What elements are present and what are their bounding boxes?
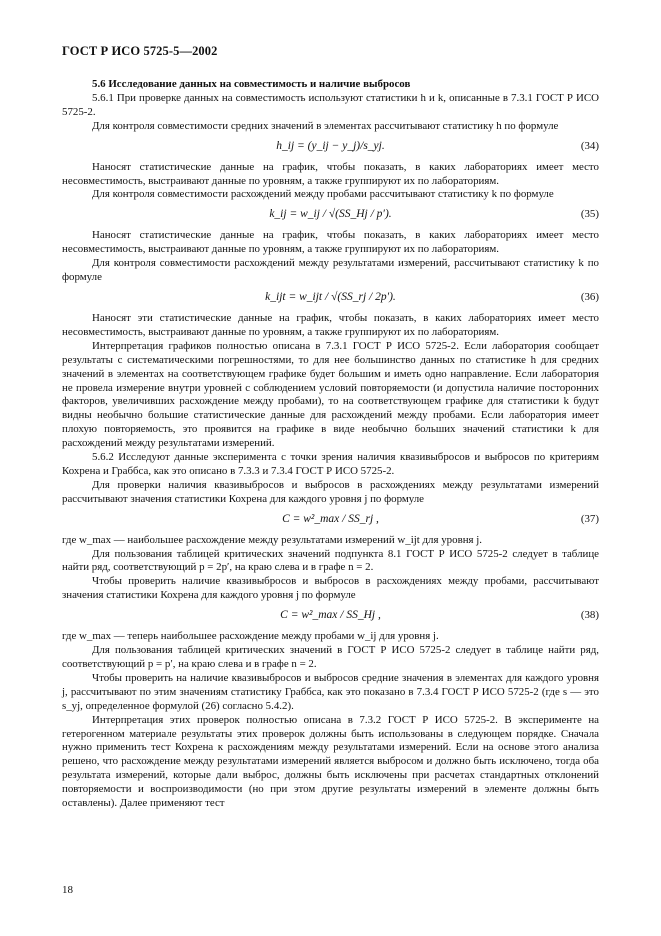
paragraph: Для проверки наличия квазивыбросов и выбросов в расхождениях между результатами измерений рассчитывают значения статистики Кохрена для каждого уровня j по формуле [62, 478, 599, 505]
equation-number: (34) [580, 139, 599, 152]
paragraph: Чтобы проверить на наличие квазивыбросов и выбросов средние значения в элементах для каждого уровня j, рассчитывают по этим значениям статистику Граббса, как это показано в 7.3.4 ГОСТ Р ИСО 5725-2 (где s — это s_yj, определенное формулой (26) согласно 5.4.2). [62, 671, 599, 712]
equation-number: (38) [580, 609, 599, 622]
paragraph: Наносят эти статистические данные на график, чтобы показать, в каких лабораториях имеет место несовместимость, выстраивают данные по уровням, а также группируют их по лабораториям. [62, 311, 599, 338]
equation-formula: k_ijt = w_ijt / √(SS_rj / 2p′). [265, 290, 396, 303]
paragraph: Интерпретация этих проверок полностью описана в 7.3.2 ГОСТ Р ИСО 5725-2. В эксперименте на гетерогенном материале результаты этих проверок должны быть использованы в следующем порядке. Сначала нужно применить тест Кохрена к расхождениям между результатами измерений. Если на основе этого анализа решено, что расхождение между результатами измерений является выбросом и должно быть исключено, тогда оба результата измерений, которые дали выброс, должны быть исключены при расчетах стандартных отклонений повторяемости и воспроизводимости (но при этом другие результаты измерений в элементе должны быть оставлены). Далее применяют тест [62, 713, 599, 810]
equation-37 [62, 507, 599, 534]
paragraph: где w_max — наибольшее расхождение между результатами измерений w_ijt для уровня j. [62, 533, 483, 546]
equation-36 [62, 285, 599, 312]
equation-number: (35) [580, 208, 599, 221]
equation-38 [62, 603, 599, 630]
paragraph: Интерпретация графиков полностью описана в 7.3.1 ГОСТ Р ИСО 5725-2. Если лаборатория сообщает результаты с систематическими погрешностями, то для нее большинство данных по статистике h для средних значений в элементах на соответствующем графике будет большим и иметь одно направление. Если лаборатория не провела измерение внутри уровней с соблюдением условий повторяемости (и допустила наличие посторонних факторов, увеличивших расхождение между пробами), то на соответствующем графике для статистики k будут видны необычно большие статистические данные для расхождений между пробами. Если лаборатория имеет плохую повторяемость, это проявится на графике в виде необычно больших значений статистики k для расхождений между результатами измерений. [62, 339, 599, 450]
paragraph: Для пользования таблицей критических значений в ГОСТ Р ИСО 5725-2 следует в таблице найти ряд, соответствующий p = p′, на краю слева и в графе n = 2. [62, 644, 599, 670]
equation-number: (36) [580, 290, 599, 303]
equation-formula: h_ij = (y_ij − y_j)/s_yj. [276, 139, 385, 152]
paragraph: Для контроля совместимости расхождений между пробами рассчитывают статистику k по формуле [92, 188, 554, 201]
page-number: 18 [62, 884, 73, 896]
paragraph: Для контроля совместимости расхождений между результатами измерений, рассчитывают статистику k по формуле [62, 257, 599, 284]
paragraph: 5.6.1 При проверке данных на совместимость используют статистики h и k, описанные в 7.3.1 ГОСТ Р ИСО 5725-2. [62, 91, 599, 118]
paragraph: Для контроля совместимости средних значений в элементах рассчитывают статистику h по формуле [92, 119, 559, 132]
paragraph: где w_max — теперь наибольшее расхождение между пробами w_ij для уровня j. [62, 630, 439, 643]
equation-34 [62, 134, 599, 161]
document-body [62, 78, 599, 811]
paragraph: Для пользования таблицей критических значений подпункта 8.1 ГОСТ Р ИСО 5725-2 следует в таблице найти ряд, соответствующий p = 2p′, на краю слева и в графе n = 2. [62, 547, 599, 574]
paragraph: Чтобы проверить наличие квазивыбросов и выбросов в расхождениях между пробами, рассчитывают значения статистики Кохрена для каждого уровня j по формуле [62, 575, 599, 602]
equation-number: (37) [580, 512, 599, 525]
equation-35 [62, 202, 599, 229]
document-header: ГОСТ Р ИСО 5725-5—2002 [62, 44, 218, 58]
paragraph: Наносят статистические данные на график, чтобы показать, в каких лабораториях имеет место несовместимость, выстраивают данные по уровням, а также группируют их по лабораториям. [62, 229, 599, 256]
paragraph: Наносят статистические данные на график, чтобы показать, в каких лабораториях имеет место несовместимость, выстраивают данные по уровням, а также группируют их по лабораториям. [62, 160, 599, 187]
equation-formula: k_ij = w_ij / √(SS_Hj / p′). [269, 208, 392, 221]
equation-formula: C = w²_max / SS_rj , [282, 512, 379, 525]
section-title: 5.6 Исследование данных на совместимость и наличие выбросов [92, 78, 411, 90]
paragraph: 5.6.2 Исследуют данные эксперимента с точки зрения наличия квазивыбросов и выбросов по критериям Кохрена и Граббса, как это описано в 7.3.3 и 7.3.4 ГОСТ Р ИСО 5725-2. [62, 451, 599, 477]
equation-formula: C = w²_max / SS_Hj , [280, 609, 381, 622]
